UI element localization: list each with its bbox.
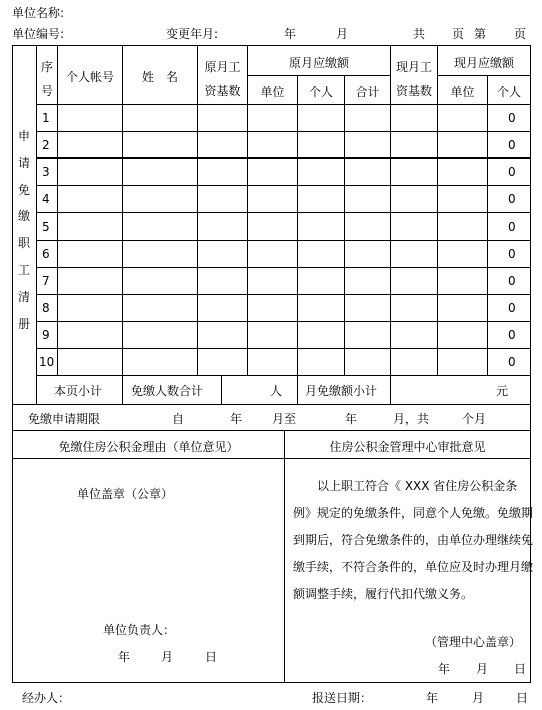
period-label: 免缴申请期限 xyxy=(28,412,101,426)
col-cur-due: 现月应缴额 xyxy=(453,56,514,70)
row-no: 8 xyxy=(42,301,50,315)
col-orig-base-1: 原月工 xyxy=(204,60,241,74)
handler-label: 经办人： xyxy=(22,691,71,705)
row-value: 0 xyxy=(508,165,516,179)
footer-month: 月 xyxy=(472,691,485,705)
subtotal-label: 本页小计 xyxy=(54,384,103,398)
row-no: 7 xyxy=(42,274,50,288)
side-title-char: 申 xyxy=(17,129,30,143)
row-no: 1 xyxy=(42,111,50,125)
unit-name-label: 单位名称: xyxy=(12,6,65,20)
change-month-label: 变更年月: xyxy=(166,27,219,41)
col-cur-unit: 单位 xyxy=(450,85,475,99)
row-value: 0 xyxy=(508,328,516,342)
row-value: 0 xyxy=(508,138,516,152)
side-title-char: 缴 xyxy=(17,209,30,224)
col-cur-personal: 个人 xyxy=(496,85,521,99)
unit-code-label: 单位编号: xyxy=(12,27,65,41)
left-year: 年 xyxy=(118,650,131,664)
col-cur-base-1: 现月工 xyxy=(395,60,432,74)
col-cur-base-2: 资基数 xyxy=(395,84,432,98)
row-value: 0 xyxy=(508,192,516,206)
col-unit: 单位 xyxy=(260,85,285,99)
approval-text: 以上职工符合《 XXX 省住房公积金条例》规定的免缴条件，同意个人免缴。免缴期到期后，符合免缴条件的，由单位办理继续免缴手续，不符合条件的，单位应及时办理月缴额调整手续，履行代扣代缴义务。 xyxy=(293,479,534,601)
footer-year: 年 xyxy=(426,691,439,705)
header-year: 年 xyxy=(284,27,297,41)
person-in-charge: 单位负责人： xyxy=(103,623,176,637)
left-day: 日 xyxy=(205,650,218,664)
period-month-total: 月，共 xyxy=(393,412,430,426)
period-month-to: 月至 xyxy=(272,412,297,426)
person-unit: 人 xyxy=(270,384,283,398)
col-orig-due: 原月应缴额 xyxy=(288,56,349,70)
row-value: 0 xyxy=(508,111,516,125)
row-value: 0 xyxy=(508,355,516,369)
row-no: 4 xyxy=(42,192,50,206)
monthly-exempt-label: 月免缴额小计 xyxy=(305,384,378,398)
row-value: 0 xyxy=(508,274,516,288)
row-no: 10 xyxy=(39,355,55,369)
header-page-no: 第 xyxy=(474,27,487,41)
right-day: 日 xyxy=(514,662,527,676)
side-title xyxy=(12,123,36,337)
side-title-char: 工 xyxy=(17,262,30,277)
col-seq-1: 序 xyxy=(40,60,53,74)
period-months: 个月 xyxy=(462,412,487,426)
row-no: 2 xyxy=(42,138,50,152)
footer-day: 日 xyxy=(516,691,529,705)
col-orig-base-2: 资基数 xyxy=(204,84,241,98)
row-no: 5 xyxy=(42,220,50,234)
yuan-unit: 元 xyxy=(496,384,509,398)
left-month: 月 xyxy=(161,650,174,664)
col-personal: 个人 xyxy=(308,85,333,99)
right-year: 年 xyxy=(438,662,451,676)
col-account: 个人帐号 xyxy=(65,70,114,84)
exempt-count-label: 免缴人数合计 xyxy=(131,384,204,398)
right-section-title: 住房公积金管理中心审批意见 xyxy=(329,440,486,454)
col-seq-2: 号 xyxy=(40,84,53,98)
row-no: 9 xyxy=(42,328,50,342)
report-date-label: 报送日期： xyxy=(312,691,373,705)
period-from: 自 xyxy=(172,412,185,426)
header-page2: 页 xyxy=(514,27,527,41)
side-title-char: 册 xyxy=(17,316,30,331)
row-no: 3 xyxy=(42,165,50,179)
header-total: 共 xyxy=(413,27,426,41)
right-month: 月 xyxy=(476,662,489,676)
unit-seal: 单位盖章（公章） xyxy=(77,487,174,501)
header-month: 月 xyxy=(336,27,349,41)
row-value: 0 xyxy=(508,247,516,261)
row-value: 0 xyxy=(508,220,516,234)
period-year2: 年 xyxy=(345,412,358,426)
row-no: 6 xyxy=(42,247,50,261)
side-title-char: 请 xyxy=(17,155,30,170)
header-page1: 页 xyxy=(452,27,465,41)
row-value: 0 xyxy=(508,301,516,315)
side-title-char: 职 xyxy=(17,236,30,251)
center-seal: （管理中心盖章） xyxy=(425,635,522,649)
col-sum: 合计 xyxy=(355,85,380,99)
side-title-char: 免 xyxy=(17,182,30,197)
left-section-title: 免缴住房公积金理由（单位意见） xyxy=(58,440,239,454)
period-year1: 年 xyxy=(230,412,243,426)
col-name: 姓 名 xyxy=(141,70,178,84)
side-title-char: 清 xyxy=(17,289,30,304)
